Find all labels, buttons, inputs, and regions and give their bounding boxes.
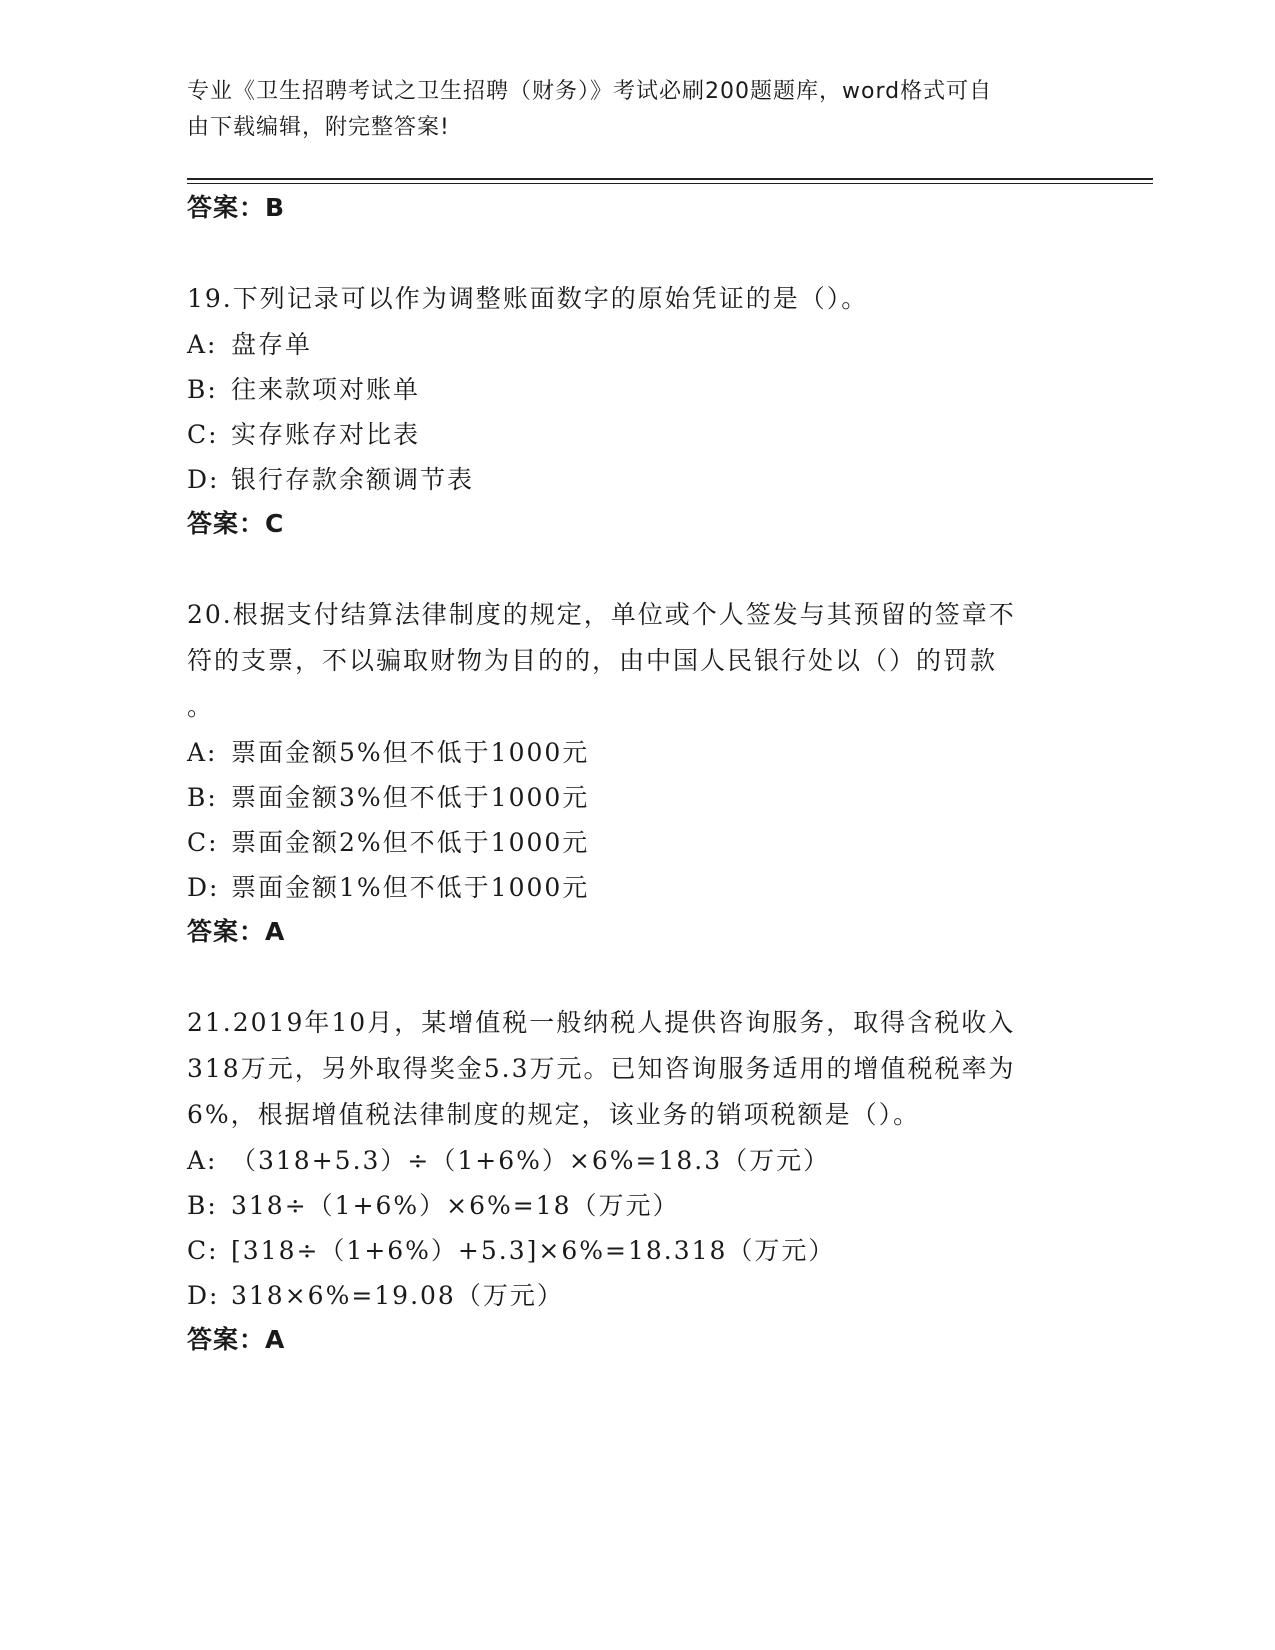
option-b <box>187 1183 1087 1228</box>
question-text-line: 符的支票，不以骗取财物为目的的，由中国人民银行处以（）的罚款 <box>187 646 998 675</box>
option-text: 318÷（1+6%）×6%=18（万元） <box>231 1191 680 1220</box>
option-letter: D: <box>187 465 220 494</box>
option-d <box>187 457 1087 502</box>
question-21 <box>187 1000 1087 1362</box>
option-text: 票面金额2%但不低于1000元 <box>231 828 590 857</box>
question-text-line: 20.根据支付结算法律制度的规定，单位或个人签发与其预留的签章不 <box>187 600 1016 629</box>
header-line-1: 专业《卫生招聘考试之卫生招聘（财务）》考试必刷200题题库，word格式可自 <box>187 79 993 104</box>
option-c <box>187 820 1087 865</box>
option-b <box>187 775 1087 820</box>
question-text-line: 318万元，另外取得奖金5.3万元。已知咨询服务适用的增值税税率为 <box>187 1054 1016 1083</box>
option-c <box>187 1228 1087 1273</box>
option-text: 实存账存对比表 <box>231 420 421 449</box>
option-letter: C: <box>187 828 219 857</box>
option-a <box>187 730 1087 775</box>
option-a <box>187 1138 1087 1183</box>
option-letter: A: <box>187 330 218 359</box>
answer-previous: 答案：B <box>187 193 286 222</box>
header-divider-thin <box>187 183 1153 184</box>
option-letter: A: <box>187 738 218 767</box>
option-letter: A: <box>187 1146 218 1175</box>
option-text: 银行存款余额调节表 <box>231 465 475 494</box>
option-d <box>187 865 1087 910</box>
option-text: 票面金额1%但不低于1000元 <box>231 873 590 902</box>
header-line-2: 由下载编辑，附完整答案! <box>187 115 450 140</box>
question-text-line: 6%，根据增值税法律制度的规定，该业务的销项税额是（）。 <box>187 1100 921 1129</box>
option-letter: B: <box>187 1191 218 1220</box>
option-text: 票面金额5%但不低于1000元 <box>231 738 590 767</box>
option-letter: D: <box>187 873 220 902</box>
question-19 <box>187 276 1087 546</box>
option-text: 票面金额3%但不低于1000元 <box>231 783 590 812</box>
option-text: 318×6%=19.08（万元） <box>231 1281 564 1310</box>
option-text: 盘存单 <box>231 330 313 359</box>
answer: 答案：C <box>187 509 285 538</box>
option-letter: B: <box>187 783 218 812</box>
question-20 <box>187 592 1087 954</box>
document-header <box>187 74 1067 146</box>
answer: 答案：A <box>187 917 286 946</box>
answer: 答案：A <box>187 1325 286 1354</box>
option-d <box>187 1273 1087 1318</box>
question-list <box>187 186 1087 1362</box>
option-a <box>187 322 1087 367</box>
option-letter: D: <box>187 1281 220 1310</box>
question-text-line: 19.下列记录可以作为调整账面数字的原始凭证的是（）。 <box>187 284 869 313</box>
option-c <box>187 412 1087 457</box>
question-text-line: 21.2019年10月，某增值税一般纳税人提供咨询服务，取得含税收入 <box>187 1008 1016 1037</box>
question-text-line: 。 <box>187 692 215 721</box>
option-text: 往来款项对账单 <box>231 375 421 404</box>
option-b <box>187 367 1087 412</box>
option-letter: C: <box>187 420 219 449</box>
header-divider-thick <box>187 178 1153 180</box>
option-letter: C: <box>187 1236 219 1265</box>
option-text: （318+5.3）÷（1+6%）×6%=18.3（万元） <box>231 1146 831 1175</box>
option-letter: B: <box>187 375 218 404</box>
option-text: [318÷（1+6%）+5.3]×6%=18.318（万元） <box>231 1236 836 1265</box>
